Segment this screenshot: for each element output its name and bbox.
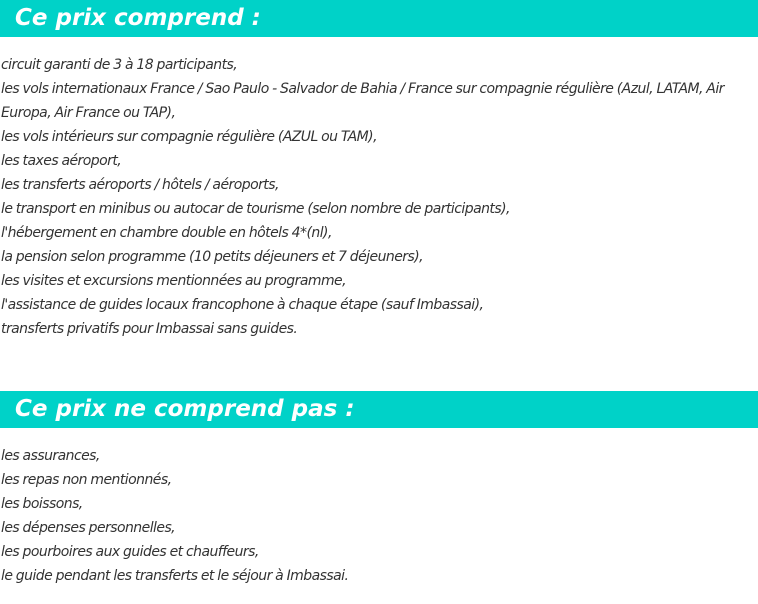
list-item: la pension selon programme (10 petits déjeuners et 7 déjeuners),: [1, 249, 424, 265]
list-item: les assurances,: [1, 448, 100, 464]
list-item: les vols intérieurs sur compagnie régulière (AZUL ou TAM),: [1, 129, 377, 145]
list-item: l'hébergement en chambre double en hôtels 4*(nl),: [1, 225, 332, 241]
list-item: les boissons,: [1, 496, 83, 512]
list-item: les repas non mentionnés,: [1, 472, 172, 488]
list-item: circuit garanti de 3 à 18 participants,: [1, 57, 238, 73]
list-item: le guide pendant les transferts et le séjour à Imbassai.: [1, 568, 349, 584]
excluded-list: [0, 444, 758, 588]
list-item: les transferts aéroports / hôtels / aéroports,: [1, 177, 279, 193]
list-item: les vols internationaux France / Sao Paulo - Salvador de Bahia / France sur compagnie régulière (Azul, LATAM, Air Europa, Air France ou TAP),: [1, 81, 724, 121]
list-item: l'assistance de guides locaux francophone à chaque étape (sauf Imbassai),: [1, 297, 484, 313]
list-item: les taxes aéroport,: [1, 153, 122, 169]
list-item: transferts privatifs pour Imbassai sans guides.: [1, 321, 298, 337]
list-item: les pourboires aux guides et chauffeurs,: [1, 544, 259, 560]
included-list: [0, 53, 758, 341]
included-section-title: Ce prix comprend :: [0, 0, 758, 37]
excluded-section-title: Ce prix ne comprend pas :: [0, 391, 758, 428]
list-item: le transport en minibus ou autocar de tourisme (selon nombre de participants),: [1, 201, 510, 217]
list-item: les visites et excursions mentionnées au programme,: [1, 273, 347, 289]
list-item: les dépenses personnelles,: [1, 520, 176, 536]
